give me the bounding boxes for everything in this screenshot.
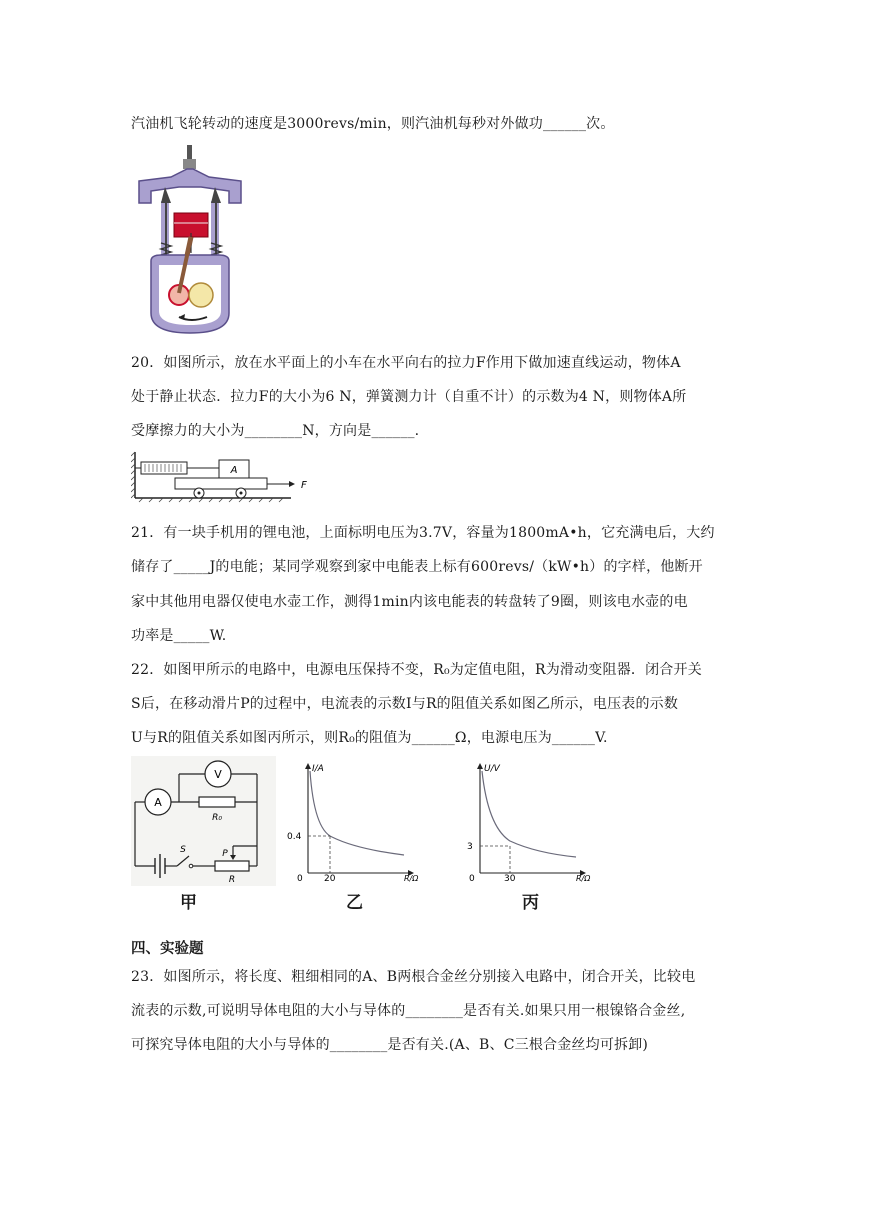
section-heading: 四、实验题 xyxy=(131,941,204,957)
graph-yi-origin: 0 xyxy=(297,874,303,883)
ammeter-label: A xyxy=(154,796,162,809)
rheostat-label: R xyxy=(228,875,236,885)
graph-bing-xlabel: R/Ω xyxy=(576,874,591,883)
graph-yi xyxy=(286,757,428,883)
curve-u-r xyxy=(482,771,576,857)
caption-yi: 乙 xyxy=(346,893,363,913)
caption-jia: 甲 xyxy=(180,893,197,913)
voltmeter-label: V xyxy=(214,768,222,781)
cart xyxy=(175,478,267,489)
spark-plug-icon xyxy=(187,145,192,161)
graph-yi-xtick: 20 xyxy=(324,874,336,883)
graph-bing-origin: 0 xyxy=(469,874,475,883)
graph-bing-xtick: 30 xyxy=(504,874,516,883)
graph-bing-ylabel: U/V xyxy=(484,764,500,774)
graph-bing-ytick: 3 xyxy=(467,842,473,852)
q23-line-1: 23．如图所示，将长度、粗细相同的A、B两根合金丝分别接入电路中，闭合开关，比较电 xyxy=(131,969,696,985)
curve-i-r xyxy=(310,771,404,855)
q21-line-2: 储存了_____J的电能；某同学观察到家中电能表上标有600revs/（kW•h）的字样，他断开 xyxy=(131,559,703,575)
q23-line-2: 流表的示数,可说明导体电阻的大小与导体的________是否有关.如果只用一根镍铬合金丝, xyxy=(131,1003,686,1019)
q20-line-2: 处于静止状态．拉力F的大小为6 N，弹簧测力计（自重不计）的示数为4 N，则物体A所 xyxy=(131,389,687,405)
circuit-diagram xyxy=(131,756,276,886)
q22-line-3: U与R的阻值关系如图丙所示，则R₀的阻值为______Ω，电源电压为______V. xyxy=(131,730,608,746)
graph-yi-ytick: 0.4 xyxy=(287,832,302,842)
force-label: F xyxy=(301,480,307,491)
q21-line-1: 21．有一块手机用的锂电池，上面标明电压为3.7V，容量为1800mA•h，它充满电后，大约 xyxy=(131,525,715,541)
graph-yi-xlabel: R/Ω xyxy=(404,874,419,883)
q21-line-3: 家中其他用电器仅使电水壶工作，测得1min内该电能表的转盘转了9圈，则该电水壶的电 xyxy=(131,594,688,610)
q23-line-3: 可探究导体电阻的大小与导体的________是否有关.(A、B、C三根合金丝均可拆卸) xyxy=(131,1037,649,1053)
r0-label: R₀ xyxy=(212,813,222,823)
engine-figure xyxy=(131,143,249,340)
resistor-r0 xyxy=(199,797,235,807)
q22-line-2: S后，在移动滑片P的过程中，电流表的示数I与R的阻值关系如图乙所示，电压表的示数 xyxy=(131,696,679,712)
spring-scale xyxy=(141,462,187,474)
q20-line-3: 受摩擦力的大小为________N，方向是______. xyxy=(131,423,420,439)
caption-bing: 丙 xyxy=(522,893,539,913)
graph-bing xyxy=(458,757,600,883)
q20-line-1: 20．如图所示，放在水平面上的小车在水平向右的拉力F作用下做加速直线运动，物体A xyxy=(131,355,681,371)
rheostat xyxy=(215,861,249,871)
slider-label: P xyxy=(222,849,228,859)
switch-label: S xyxy=(180,845,186,855)
cart-figure xyxy=(131,450,313,506)
q19-text: 汽油机飞轮转动的速度是3000revs/min，则汽油机每秒对外做功______次。 xyxy=(131,116,615,132)
q22-line-1: 22．如图甲所示的电路中，电源电压保持不变，R₀为定值电阻，R为滑动变阻器．闭合开关 xyxy=(131,662,702,678)
q21-line-4: 功率是_____W. xyxy=(131,628,227,644)
block-a-label: A xyxy=(230,465,238,476)
graph-yi-ylabel: I/A xyxy=(312,764,324,774)
